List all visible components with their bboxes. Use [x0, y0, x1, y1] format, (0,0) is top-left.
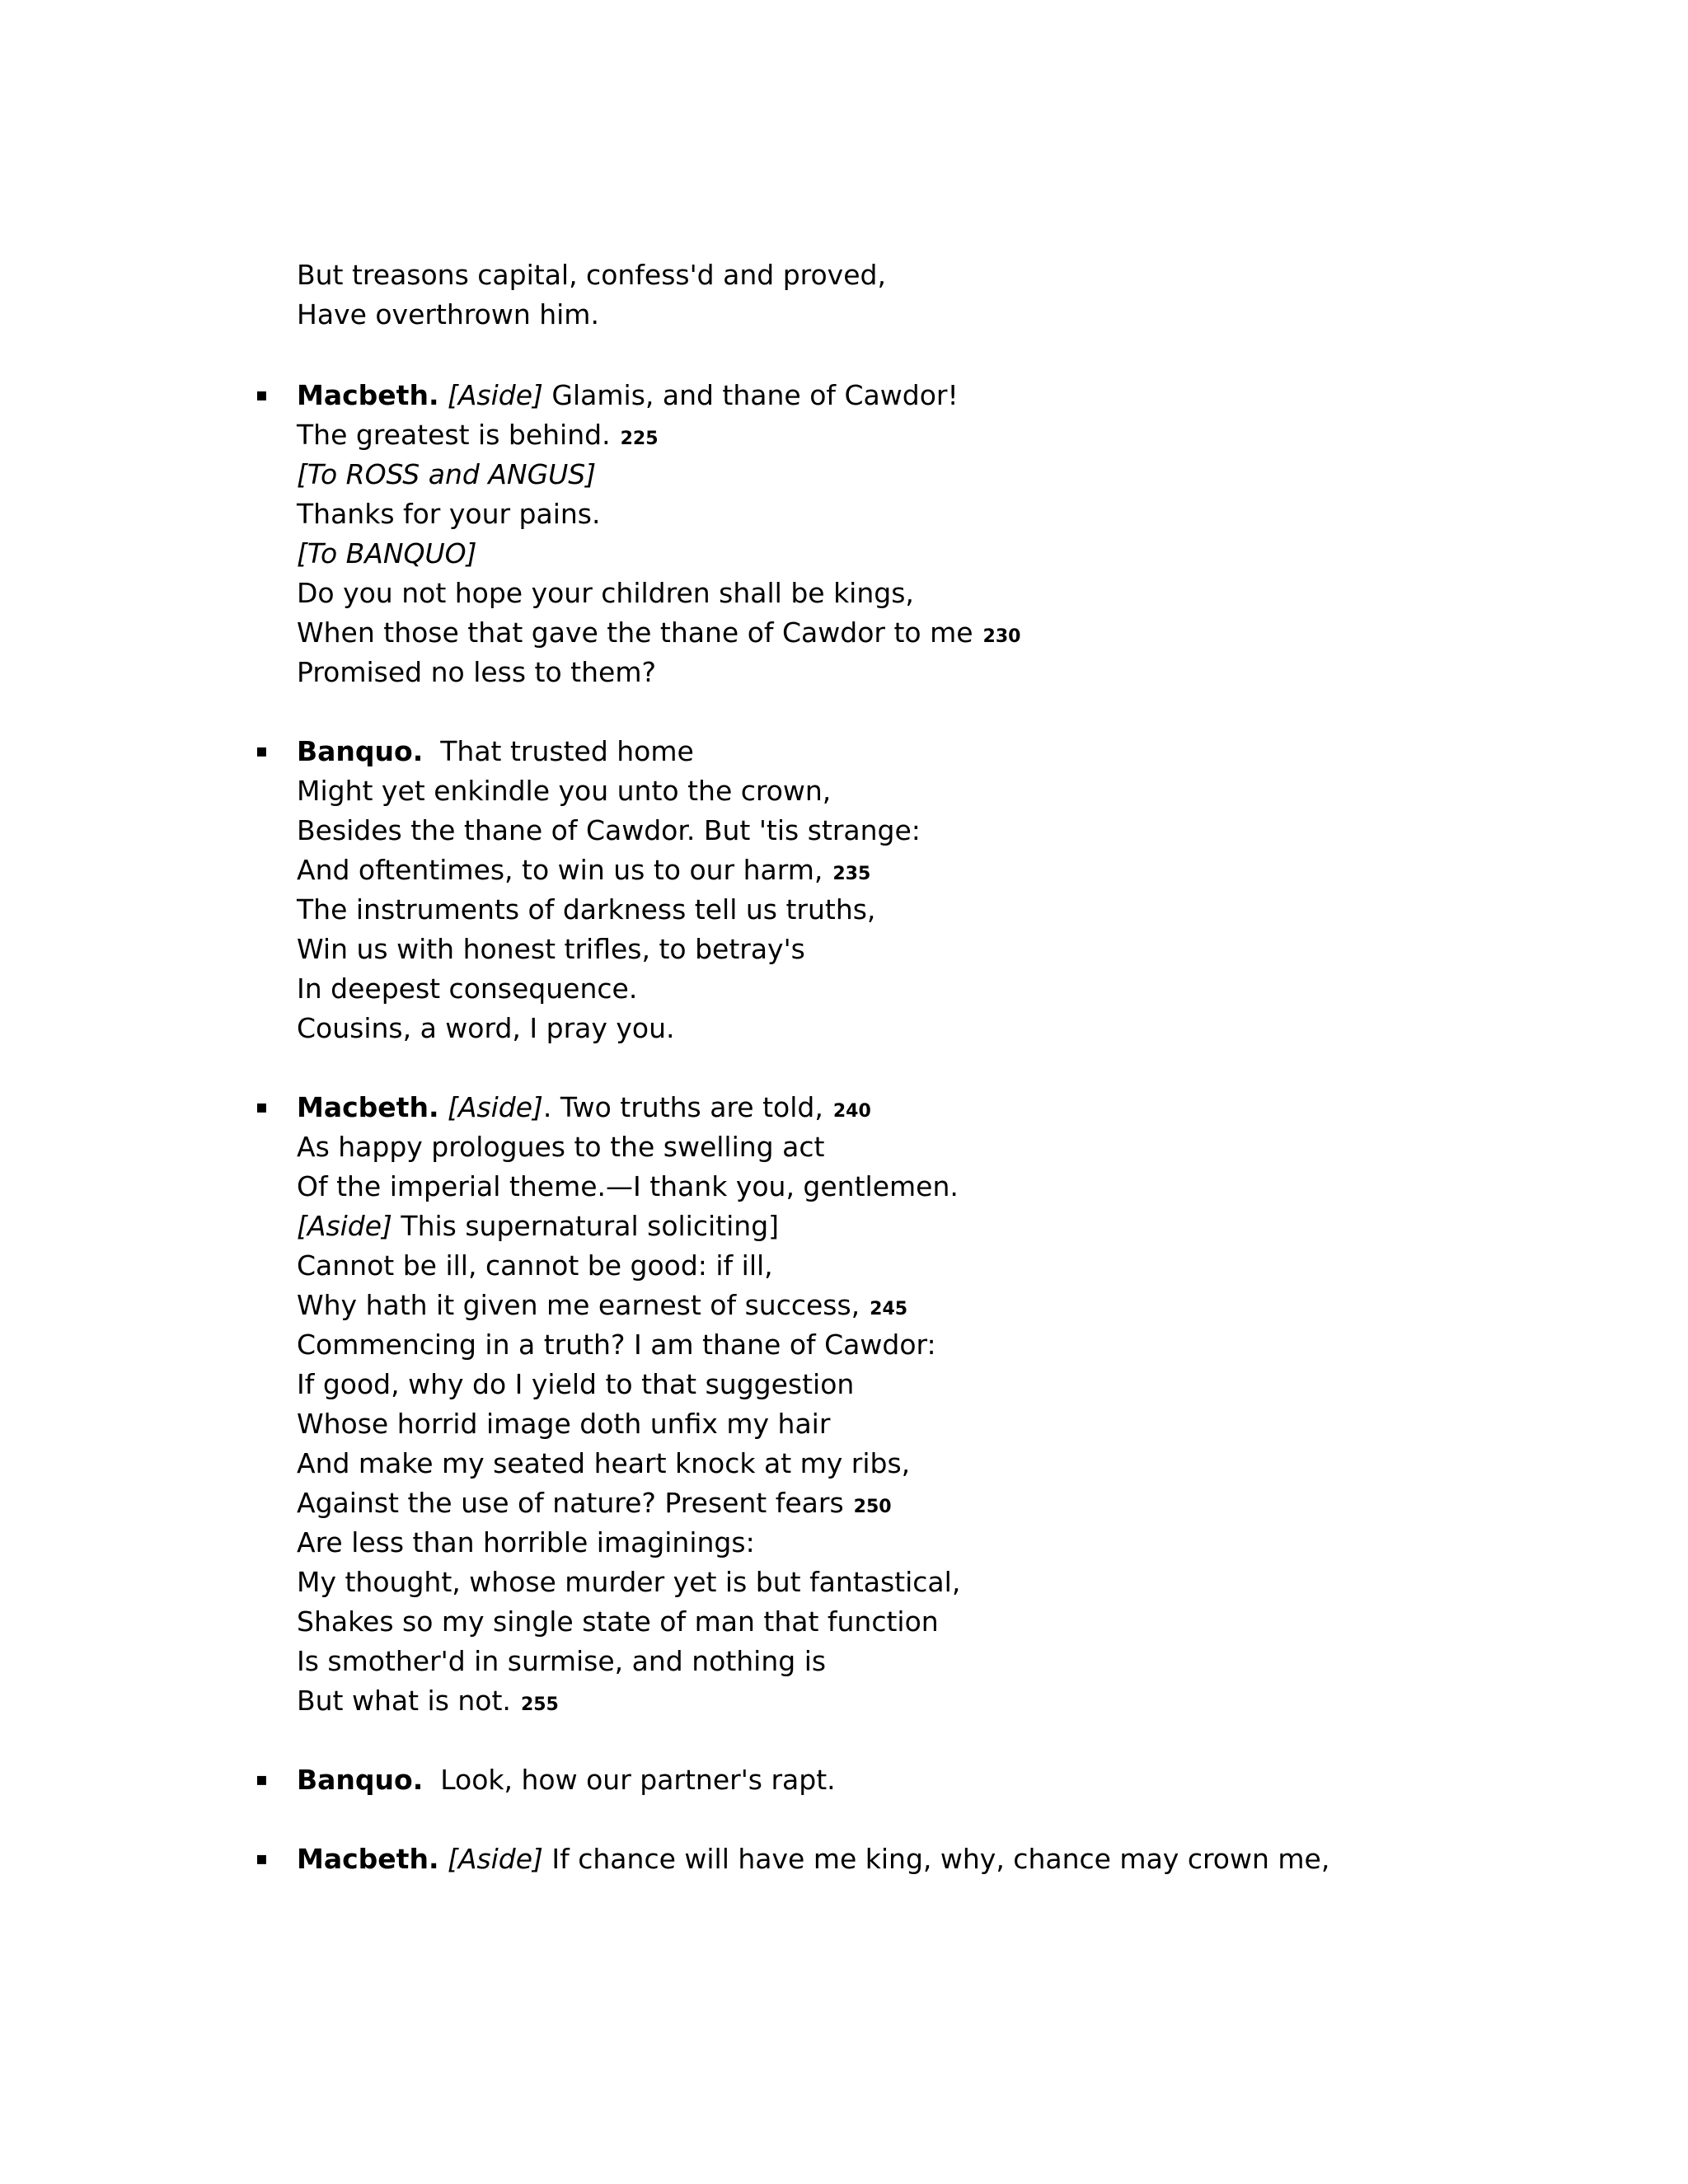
verse-line	[297, 494, 1533, 534]
line-number: 250	[853, 1497, 892, 1517]
line-text: Against the use of nature? Present fears	[297, 1487, 844, 1519]
line-text: If good, why do I yield to that suggestion	[297, 1368, 855, 1400]
speaker-name: Macbeth.	[297, 1091, 439, 1123]
speech-block	[256, 1760, 1533, 1800]
list-bullet: ▪	[256, 1849, 268, 1869]
verse-line	[297, 1404, 1533, 1444]
line-text: But treasons capital, confess'd and proved,	[297, 259, 886, 291]
verse-line	[297, 1167, 1533, 1207]
speaker-name: Macbeth.	[297, 1843, 439, 1875]
verse-line	[297, 574, 1533, 613]
verse-line	[297, 732, 1533, 771]
verse-line	[297, 376, 1533, 415]
speech-block	[256, 1840, 1533, 1879]
line-text: Promised no less to them?	[297, 656, 656, 688]
verse-line	[297, 455, 1533, 494]
line-text: When those that gave the thane of Cawdor to me	[297, 616, 973, 649]
verse-line	[297, 969, 1533, 1009]
line-text: Look, how our partner's rapt.	[431, 1764, 836, 1796]
verse-line	[297, 851, 1533, 890]
line-number: 255	[520, 1694, 559, 1715]
speaker-name: Banquo.	[297, 735, 424, 767]
line-text: Cannot be ill, cannot be good: if ill,	[297, 1249, 773, 1282]
speech-block	[256, 1088, 1533, 1721]
list-bullet: ▪	[256, 741, 268, 762]
line-text: Thanks for your pains.	[297, 498, 601, 530]
line-text: Are less than horrible imaginings:	[297, 1526, 755, 1558]
verse-line	[297, 1760, 1533, 1800]
line-text: Is smother'd in surmise, and nothing is	[297, 1645, 827, 1677]
verse-line	[297, 771, 1533, 811]
stage-direction: [Aside]	[297, 1210, 392, 1242]
line-text: Cousins, a word, I pray you.	[297, 1012, 675, 1044]
line-number: 225	[620, 429, 659, 449]
speech-block	[256, 376, 1533, 692]
verse-line	[297, 1009, 1533, 1048]
stage-direction: [To BANQUO]	[297, 537, 477, 569]
stage-direction: [Aside]	[447, 1091, 543, 1123]
line-text: Whose horrid image doth unfix my hair	[297, 1408, 831, 1440]
line-text: Besides the thane of Cawdor. But 'tis strange:	[297, 814, 921, 846]
verse-line	[297, 1483, 1533, 1523]
line-number: 235	[832, 864, 871, 884]
speech-block	[256, 732, 1533, 1048]
verse-line	[297, 890, 1533, 930]
verse-line	[297, 1523, 1533, 1563]
line-text: And make my seated heart knock at my ribs,	[297, 1447, 911, 1479]
speaker-name: Banquo.	[297, 1764, 424, 1796]
line-text: Might yet enkindle you unto the crown,	[297, 775, 832, 807]
line-text: The instruments of darkness tell us truths,	[297, 893, 876, 926]
verse-line	[297, 1207, 1533, 1246]
line-text: Of the imperial theme.—I thank you, gentlemen.	[297, 1170, 959, 1202]
line-text: But what is not.	[297, 1685, 511, 1717]
list-bullet: ▪	[256, 1097, 268, 1118]
speaker-name: Macbeth.	[297, 379, 439, 411]
line-text: Commencing in a truth? I am thane of Cawdor:	[297, 1329, 936, 1361]
verse-line	[297, 613, 1533, 653]
verse-line	[297, 930, 1533, 969]
line-text: Have overthrown him.	[297, 298, 599, 330]
line-number: 230	[982, 626, 1021, 647]
line-text: That trusted home	[431, 735, 694, 767]
verse-line	[297, 1365, 1533, 1404]
stage-direction: [Aside]	[447, 1843, 543, 1875]
verse-line	[297, 1642, 1533, 1681]
list-bullet: ▪	[256, 1769, 268, 1790]
verse-line	[297, 1840, 1533, 1879]
line-text: As happy prologues to the swelling act	[297, 1131, 825, 1163]
line-text: This supernatural soliciting]	[392, 1210, 780, 1242]
line-text: Do you not hope your children shall be kings,	[297, 577, 914, 609]
verse-line	[297, 1444, 1533, 1483]
line-number: 240	[832, 1101, 871, 1122]
line-text: Win us with honest trifles, to betray's	[297, 933, 805, 965]
verse-line	[297, 1325, 1533, 1365]
line-number: 245	[870, 1299, 908, 1319]
line-text: . Two truths are told,	[542, 1091, 823, 1123]
list-bullet: ▪	[256, 385, 268, 405]
verse-line	[297, 811, 1533, 851]
verse-line	[297, 1246, 1533, 1286]
verse-line	[297, 295, 1533, 335]
verse-line	[297, 1602, 1533, 1642]
verse-line	[297, 1286, 1533, 1325]
line-text: If chance will have me king, why, chance may crown me,	[542, 1843, 1330, 1875]
line-text: Why hath it given me earnest of success,	[297, 1289, 860, 1321]
verse-line	[297, 653, 1533, 692]
verse-line	[297, 1088, 1533, 1127]
line-text: Shakes so my single state of man that function	[297, 1605, 939, 1638]
verse-line	[297, 1681, 1533, 1721]
stage-direction: [Aside]	[447, 379, 543, 411]
line-text: My thought, whose murder yet is but fantastical,	[297, 1566, 961, 1598]
verse-line	[297, 1127, 1533, 1167]
line-text: And oftentimes, to win us to our harm,	[297, 854, 823, 886]
verse-line	[297, 255, 1533, 295]
verse-line	[297, 415, 1533, 455]
play-text	[256, 255, 1533, 1919]
line-text: Glamis, and thane of Cawdor!	[542, 379, 959, 411]
line-text: In deepest consequence.	[297, 972, 638, 1005]
stage-direction: [To ROSS and ANGUS]	[297, 458, 597, 490]
speech-continuation	[297, 255, 1533, 335]
line-text: The greatest is behind.	[297, 419, 611, 451]
verse-line	[297, 534, 1533, 574]
verse-line	[297, 1563, 1533, 1602]
